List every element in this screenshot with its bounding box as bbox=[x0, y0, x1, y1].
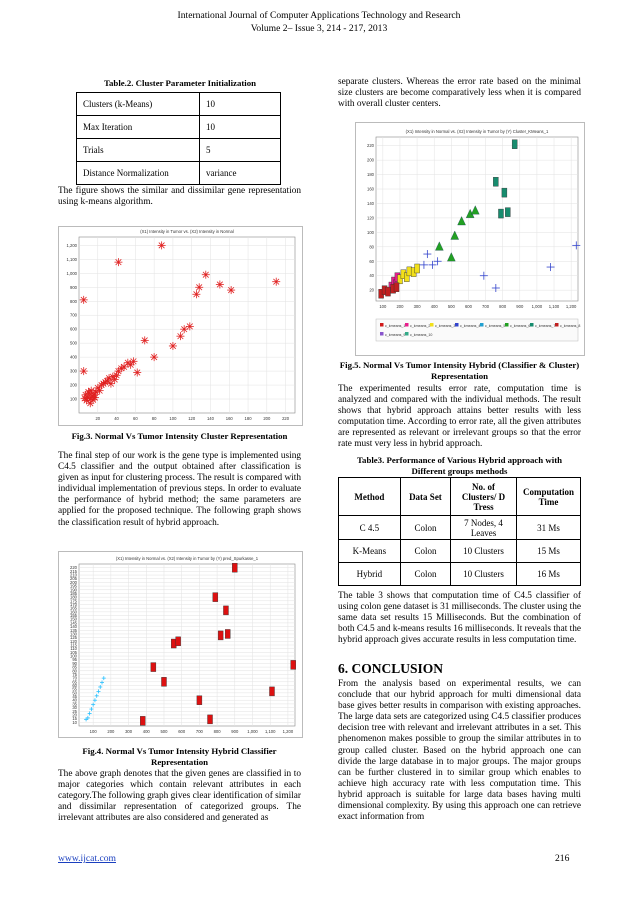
x-tick-label: 700 bbox=[195, 729, 203, 734]
x-tick-label: 200 bbox=[396, 304, 404, 309]
table-header-cell: Data Set bbox=[400, 478, 450, 516]
y-tick-label: 200 bbox=[70, 382, 77, 388]
x-tick-label: 600 bbox=[464, 304, 472, 309]
data-point bbox=[140, 716, 145, 725]
y-tick-label: 165 bbox=[70, 605, 77, 611]
y-tick-label: 150 bbox=[70, 616, 77, 622]
y-tick-label: 90 bbox=[72, 660, 77, 666]
chart-title: (X1) Intensity in Normal vs. (X2) Intensity in Tumor by (Y) Cluster_KMeans_1 bbox=[405, 129, 549, 134]
x-tick-label: 700 bbox=[482, 304, 490, 309]
legend-label: c_kmeans_9 bbox=[385, 333, 406, 337]
x-tick-label: 140 bbox=[206, 416, 214, 421]
y-tick-label: 145 bbox=[70, 620, 77, 626]
table-header-cell: No. of Clusters/ D Tress bbox=[451, 478, 517, 516]
table-cell: Distance Normalization bbox=[77, 162, 200, 185]
table-cell: Trials bbox=[77, 139, 200, 162]
y-tick-label: 20 bbox=[369, 287, 374, 293]
y-tick-label: 10 bbox=[72, 719, 77, 725]
data-point bbox=[502, 188, 507, 197]
data-point bbox=[512, 140, 517, 149]
x-tick-label: 400 bbox=[430, 304, 438, 309]
x-tick-label: 200 bbox=[107, 729, 115, 734]
y-tick-label: 40 bbox=[72, 697, 77, 703]
y-tick-label: 140 bbox=[367, 200, 374, 206]
x-tick-label: 20 bbox=[95, 416, 101, 421]
y-tick-label: 60 bbox=[72, 683, 77, 688]
x-tick-label: 200 bbox=[263, 416, 271, 421]
data-point bbox=[176, 637, 181, 646]
table-cell: 16 Ms bbox=[516, 563, 580, 586]
y-tick-label: 190 bbox=[70, 587, 77, 593]
data-point bbox=[225, 629, 230, 638]
y-tick-label: 205 bbox=[70, 576, 77, 582]
table-cell: K-Means bbox=[339, 540, 401, 563]
x-tick-label: 1,100 bbox=[264, 729, 276, 734]
x-tick-label: 900 bbox=[231, 729, 239, 734]
y-tick-label: 220 bbox=[367, 143, 374, 149]
data-point bbox=[505, 208, 510, 217]
y-tick-label: 140 bbox=[70, 624, 77, 630]
legend-label: c_kmeans_4 bbox=[460, 324, 481, 328]
footer-url-link[interactable]: www.ijcat.com bbox=[58, 853, 116, 864]
y-tick-label: 55 bbox=[72, 686, 77, 692]
legend-label: c_kmeans_2 bbox=[410, 324, 431, 328]
y-tick-label: 160 bbox=[70, 609, 77, 615]
x-tick-label: 300 bbox=[125, 729, 133, 734]
y-tick-label: 130 bbox=[70, 631, 77, 637]
y-tick-label: 1,100 bbox=[66, 256, 77, 262]
x-tick-label: 1,200 bbox=[565, 304, 577, 309]
x-tick-label: 80 bbox=[151, 416, 157, 421]
y-tick-label: 65 bbox=[72, 679, 77, 685]
y-tick-label: 135 bbox=[70, 627, 77, 633]
fig5-chart bbox=[355, 122, 585, 356]
fig3-caption: Fig.3. Normal Vs Tumor Intensity Cluster Representation bbox=[71, 431, 288, 441]
legend-swatch bbox=[405, 332, 409, 336]
data-point bbox=[197, 696, 202, 705]
fig4-caption-2: Representation bbox=[150, 757, 208, 767]
data-point bbox=[218, 631, 223, 640]
y-tick-label: 20 bbox=[72, 712, 77, 718]
y-tick-label: 115 bbox=[70, 642, 77, 648]
y-tick-label: 100 bbox=[70, 653, 77, 659]
legend-swatch bbox=[430, 323, 434, 327]
y-tick-label: 35 bbox=[72, 701, 77, 707]
legend-label: c_kmeans_7 bbox=[535, 324, 556, 328]
chart-title: (X1) Intensity in Tumor vs. (X2) Intensity in Normal bbox=[140, 229, 234, 234]
y-tick-label: 160 bbox=[367, 186, 374, 192]
y-tick-label: 30 bbox=[72, 705, 77, 711]
y-tick-label: 15 bbox=[72, 716, 77, 722]
y-tick-label: 40 bbox=[369, 273, 374, 279]
y-tick-label: 175 bbox=[70, 598, 77, 604]
legend-swatch bbox=[380, 323, 384, 327]
table-cell: 5 bbox=[200, 139, 281, 162]
fig3-chart bbox=[58, 226, 303, 426]
table3-caption-1: Table3. Performance of Various Hybrid approach with bbox=[356, 455, 563, 465]
legend-swatch bbox=[405, 323, 409, 327]
y-tick-label: 155 bbox=[70, 613, 77, 619]
table3 bbox=[338, 477, 581, 586]
y-tick-label: 200 bbox=[70, 579, 77, 585]
legend-swatch bbox=[530, 323, 534, 327]
x-tick-label: 1,000 bbox=[531, 304, 543, 309]
legend-swatch bbox=[555, 323, 559, 327]
left-paragraph-1: The figure shows the similar and dissimilar gene representation using k-means algorithm. bbox=[58, 186, 301, 208]
y-tick-label: 100 bbox=[70, 396, 77, 402]
legend-label: c_kmeans_1 bbox=[385, 324, 406, 328]
legend-label: c_kmeans_6 bbox=[510, 324, 531, 328]
data-point bbox=[269, 687, 274, 696]
x-tick-label: 180 bbox=[244, 416, 252, 421]
table-header-row bbox=[339, 478, 581, 516]
y-tick-label: 180 bbox=[70, 594, 77, 600]
y-tick-label: 700 bbox=[70, 312, 77, 318]
y-tick-label: 800 bbox=[70, 298, 77, 304]
right-paragraph-2: The experimented results error rate, computation time is analyzed and compared with the individual methods. The result shows that hybrid approach attains better results with less computation time. According to error rate, all the given attributes are represented as relevant or irrelevant groups so that the error rate must very less in hybrid approach. bbox=[338, 384, 581, 450]
x-tick-label: 800 bbox=[499, 304, 507, 309]
volume-line: Volume 2– Issue 3, 214 - 217, 2013 bbox=[250, 23, 388, 34]
y-tick-label: 120 bbox=[70, 638, 77, 644]
y-tick-label: 500 bbox=[70, 340, 77, 346]
x-tick-label: 800 bbox=[213, 729, 221, 734]
data-point bbox=[151, 663, 156, 672]
y-tick-label: 125 bbox=[70, 635, 77, 641]
table-cell: Clusters (k-Means) bbox=[77, 93, 200, 116]
y-tick-label: 900 bbox=[70, 284, 77, 290]
x-tick-label: 500 bbox=[447, 304, 455, 309]
table-cell: Colon bbox=[400, 540, 450, 563]
y-tick-label: 185 bbox=[70, 590, 77, 596]
y-tick-label: 60 bbox=[369, 258, 374, 264]
legend-swatch bbox=[480, 323, 484, 327]
table-row bbox=[77, 139, 281, 162]
x-tick-label: 300 bbox=[413, 304, 421, 309]
x-tick-label: 220 bbox=[282, 416, 290, 421]
data-point bbox=[394, 283, 399, 292]
x-tick-label: 900 bbox=[516, 304, 524, 309]
journal-title: International Journal of Computer Applications Technology and Research bbox=[177, 10, 461, 21]
legend-swatch bbox=[455, 323, 459, 327]
conclusion-heading: 6. CONCLUSION bbox=[338, 661, 444, 676]
y-tick-label: 195 bbox=[70, 583, 77, 589]
page-number: 216 bbox=[555, 853, 570, 864]
table-cell: variance bbox=[200, 162, 281, 185]
data-point bbox=[498, 209, 503, 218]
y-tick-label: 210 bbox=[70, 572, 77, 578]
fig4-chart bbox=[58, 551, 303, 738]
table-cell: 31 Ms bbox=[516, 516, 580, 540]
table-row bbox=[339, 540, 581, 563]
y-tick-label: 80 bbox=[369, 244, 374, 250]
x-tick-label: 1,000 bbox=[247, 729, 258, 734]
y-tick-label: 120 bbox=[367, 215, 374, 221]
y-tick-label: 110 bbox=[70, 646, 77, 652]
data-point bbox=[291, 660, 296, 669]
left-paragraph-2: The final step of our work is the gene type is implemented using C4.5 classifier and the output obtained after classification is given as input for clustering process. The result is compared with individual implementation of previous steps. In order to evaluate the performance of hybrid method; the same parameters are applied for the proposed technique. The following graph shows the classification result of hybrid approach. bbox=[58, 451, 301, 528]
y-tick-label: 50 bbox=[72, 690, 77, 696]
right-paragraph-1: separate clusters. Whereas the error rate based on the minimal size clusters are become comparatively less when it is compared with overall cluster centers. bbox=[338, 77, 581, 110]
y-tick-label: 1,000 bbox=[66, 270, 77, 276]
left-paragraph-3: The above graph denotes that the given genes are classified in to major categories which contain relevant attributes in each category.The following graph gives clear identification of similar and dissimilar representation of categorized groups. The irrelevant attributes are also considered and generated as bbox=[58, 769, 301, 824]
y-tick-label: 25 bbox=[72, 708, 77, 714]
x-tick-label: 1,100 bbox=[548, 304, 560, 309]
table-row bbox=[339, 563, 581, 586]
x-tick-label: 500 bbox=[160, 729, 168, 734]
legend-swatch bbox=[505, 323, 509, 327]
x-tick-label: 600 bbox=[178, 729, 186, 734]
legend-box bbox=[376, 319, 581, 341]
y-tick-label: 75 bbox=[72, 671, 77, 677]
x-tick-label: 120 bbox=[188, 416, 196, 421]
data-point bbox=[223, 606, 228, 615]
y-tick-label: 100 bbox=[367, 229, 374, 235]
fig5-caption-1: Fig.5. Normal Vs Tumor Intensity Hybrid (Classifier & Cluster) bbox=[339, 360, 580, 370]
table-header-cell: Method bbox=[339, 478, 401, 516]
y-tick-label: 600 bbox=[70, 326, 77, 332]
table-cell: Colon bbox=[400, 563, 450, 586]
x-tick-label: 100 bbox=[379, 304, 387, 309]
y-tick-label: 1,200 bbox=[66, 242, 77, 248]
table2-caption: Table.2. Cluster Parameter Initialization bbox=[103, 78, 257, 88]
y-tick-label: 300 bbox=[70, 368, 77, 374]
legend-swatch bbox=[380, 332, 384, 336]
y-tick-label: 95 bbox=[72, 657, 77, 663]
y-tick-label: 180 bbox=[367, 172, 374, 178]
table-cell: 10 Clusters bbox=[451, 540, 517, 563]
table-cell: Max Iteration bbox=[77, 116, 200, 139]
table-header-cell: Computation Time bbox=[516, 478, 580, 516]
table2 bbox=[76, 92, 281, 185]
y-tick-label: 170 bbox=[70, 602, 77, 607]
legend-label: c_kmeans_3 bbox=[435, 324, 456, 328]
data-point bbox=[385, 287, 390, 296]
x-tick-label: 1,200 bbox=[282, 729, 294, 734]
table-cell: C 4.5 bbox=[339, 516, 401, 540]
table-row bbox=[77, 116, 281, 139]
y-tick-label: 45 bbox=[72, 694, 77, 700]
y-tick-label: 80 bbox=[72, 668, 77, 674]
x-tick-label: 160 bbox=[225, 416, 233, 421]
y-tick-label: 200 bbox=[367, 157, 374, 163]
plot-area bbox=[79, 237, 295, 413]
data-point bbox=[161, 677, 166, 686]
table-cell: 10 bbox=[200, 93, 281, 116]
table-row bbox=[77, 162, 281, 185]
data-point bbox=[493, 177, 498, 186]
conclusion-paragraph: From the analysis based on experimental results, we can conclude that our hybrid approach for multi dimensional data base gives better results in comparison with existing approaches. The large data sets are categorized using C4.5 classifier produces decision tree with relevant and irrelevant attributes in a set. This phenomenon makes possible to group the similar attributes in to group called cluster. Based on the hybrid approach one can divide the large database in to major groups. The major groups can be further clustered in to similar group which enables to achieve high accuracy rate with less computation time. This hybrid approach is suitable for large data bases having multi dimensional complexity. By using this approach one can retrieve exact information from bbox=[338, 679, 581, 823]
x-tick-label: 100 bbox=[169, 416, 177, 421]
right-paragraph-3: The table 3 shows that computation time of C4.5 classifier of using colon gene dataset is 31 milliseconds. The cluster using the same data set results 15 Milliseconds. But the combination of both C4.5 and k-means results 16 milliseconds. It reveals that the hybrid approach gives accurate results in less computation time. bbox=[338, 591, 581, 646]
x-tick-label: 60 bbox=[133, 416, 138, 421]
y-tick-label: 105 bbox=[70, 649, 77, 655]
table-row bbox=[77, 93, 281, 116]
data-point bbox=[232, 563, 237, 572]
y-tick-label: 85 bbox=[72, 664, 77, 670]
table-cell: Colon bbox=[400, 516, 450, 540]
table3-caption-2: Different groups methods bbox=[411, 466, 508, 476]
legend-label: c_kmeans_8 bbox=[560, 324, 581, 328]
x-tick-label: 40 bbox=[114, 416, 119, 421]
table-cell: 10 Clusters bbox=[451, 563, 517, 586]
data-point bbox=[213, 593, 218, 602]
chart-title: (X1) Intensity in Normal vs. (X2) Intensity in Tumor by (Y) pred_Spurkasse_1 bbox=[115, 556, 259, 561]
y-tick-label: 400 bbox=[70, 354, 77, 360]
x-tick-label: 400 bbox=[142, 729, 150, 734]
y-tick-label: 70 bbox=[72, 675, 77, 681]
table-row bbox=[339, 516, 581, 540]
y-tick-label: 220 bbox=[70, 565, 77, 571]
table-cell: Hybrid bbox=[339, 563, 401, 586]
fig5-caption-2: Representation bbox=[430, 371, 488, 381]
table-cell: 15 Ms bbox=[516, 540, 580, 563]
data-point bbox=[208, 715, 213, 724]
table-cell: 7 Nodes, 4 Leaves bbox=[451, 516, 517, 540]
legend-label: c_kmeans_10 bbox=[410, 333, 433, 337]
legend-label: c_kmeans_5 bbox=[485, 324, 506, 328]
y-tick-label: 215 bbox=[70, 568, 77, 574]
data-point bbox=[415, 264, 420, 273]
fig4-caption-1: Fig.4. Normal Vs Tumor Intensity Hybrid Classifier bbox=[82, 746, 277, 756]
table-cell: 10 bbox=[200, 116, 281, 139]
x-tick-label: 100 bbox=[89, 729, 97, 734]
